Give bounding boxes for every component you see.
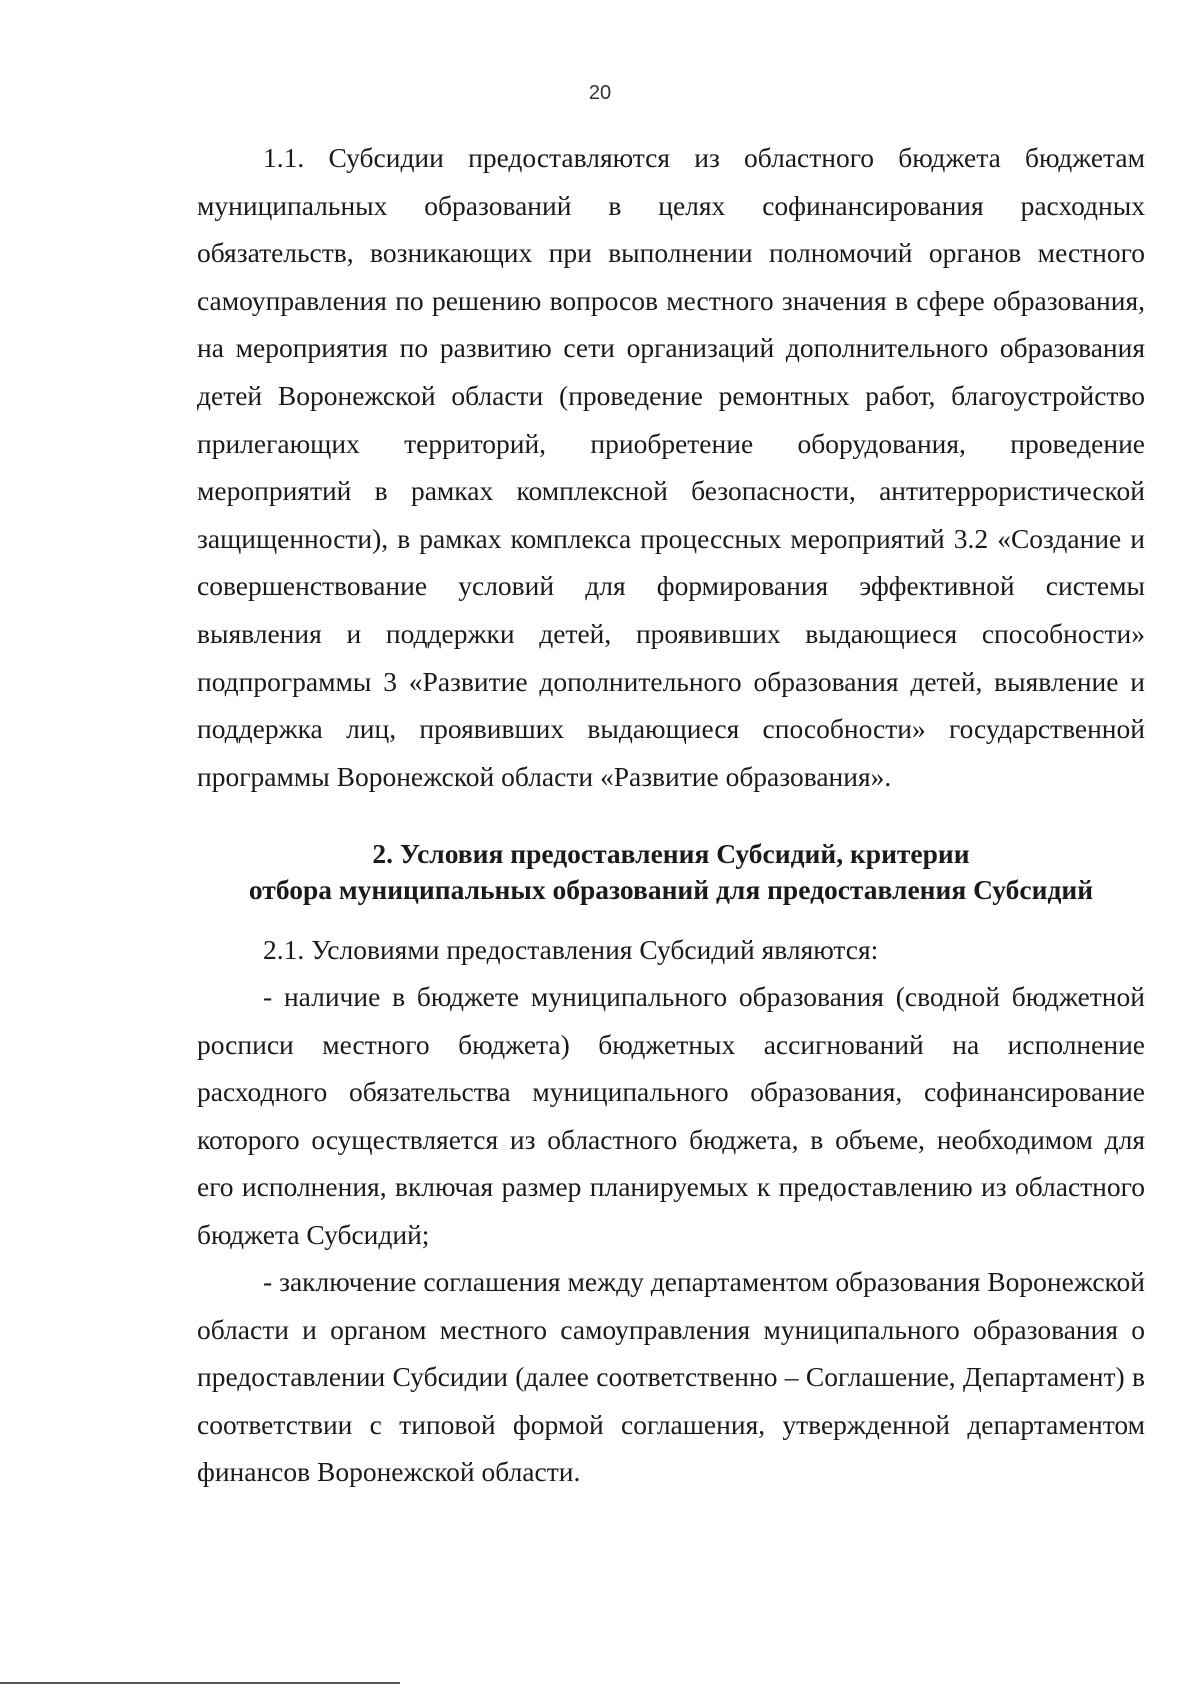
page-number: 20: [588, 82, 612, 104]
section-heading-line-2: отбора муниципальных образований для предоставления Субсидий: [248, 874, 1094, 905]
section-heading-line-1: 2. Условия предоставления Субсидий, критерии: [372, 838, 970, 869]
paragraph-1-1: 1.1. Субсидии предоставляются из областного бюджета бюджетам муниципальных образований в целях софинансирования расходных обязательств, возникающих при выполнении полномочий органов местного самоуправления по решению вопросов местного значения в сфере образования, на мероприятия по развитию сети организаций дополнительного образования детей Воронежской области (проведение ремонтных работ, благоустройство прилегающих территорий, приобретение оборудования, проведение мероприятий в рамках комплексной безопасности, антитеррористической защищенности), в рамках комплекса процессных мероприятий 3.2 «Создание и совершенствование условий для формирования эффективной системы выявления и поддержки детей, проявивших выдающиеся способности» подпрограммы 3 «Развитие дополнительного образования детей, выявление и поддержка лиц, проявивших выдающиеся способности» государственной программы Воронежской области «Развитие образования».: [197, 142, 1145, 792]
paragraph-2-1: 2.1. Условиями предоставления Субсидий являются:: [263, 934, 879, 965]
section-heading: [197, 836, 1145, 908]
bottom-rule: [0, 1682, 400, 1684]
condition-item-2: - заключение соглашения между департаментом образования Воронежской области и органом местного самоуправления муниципального образования о предоставлении Субсидии (далее соответственно – Соглашение, Департамент) в соответствии с типовой формой соглашения, утвержденной департаментом финансов Воронежской области.: [197, 1266, 1145, 1488]
condition-item-1: - наличие в бюджете муниципального образования (сводной бюджетной росписи местного бюджета) бюджетных ассигнований на исполнение расходного обязательства муниципального образования, софинансирование которого осуществляется из областного бюджета, в объеме, необходимом для его исполнения, включая размер планируемых к предоставлению из областного бюджета Субсидий;: [197, 981, 1145, 1250]
